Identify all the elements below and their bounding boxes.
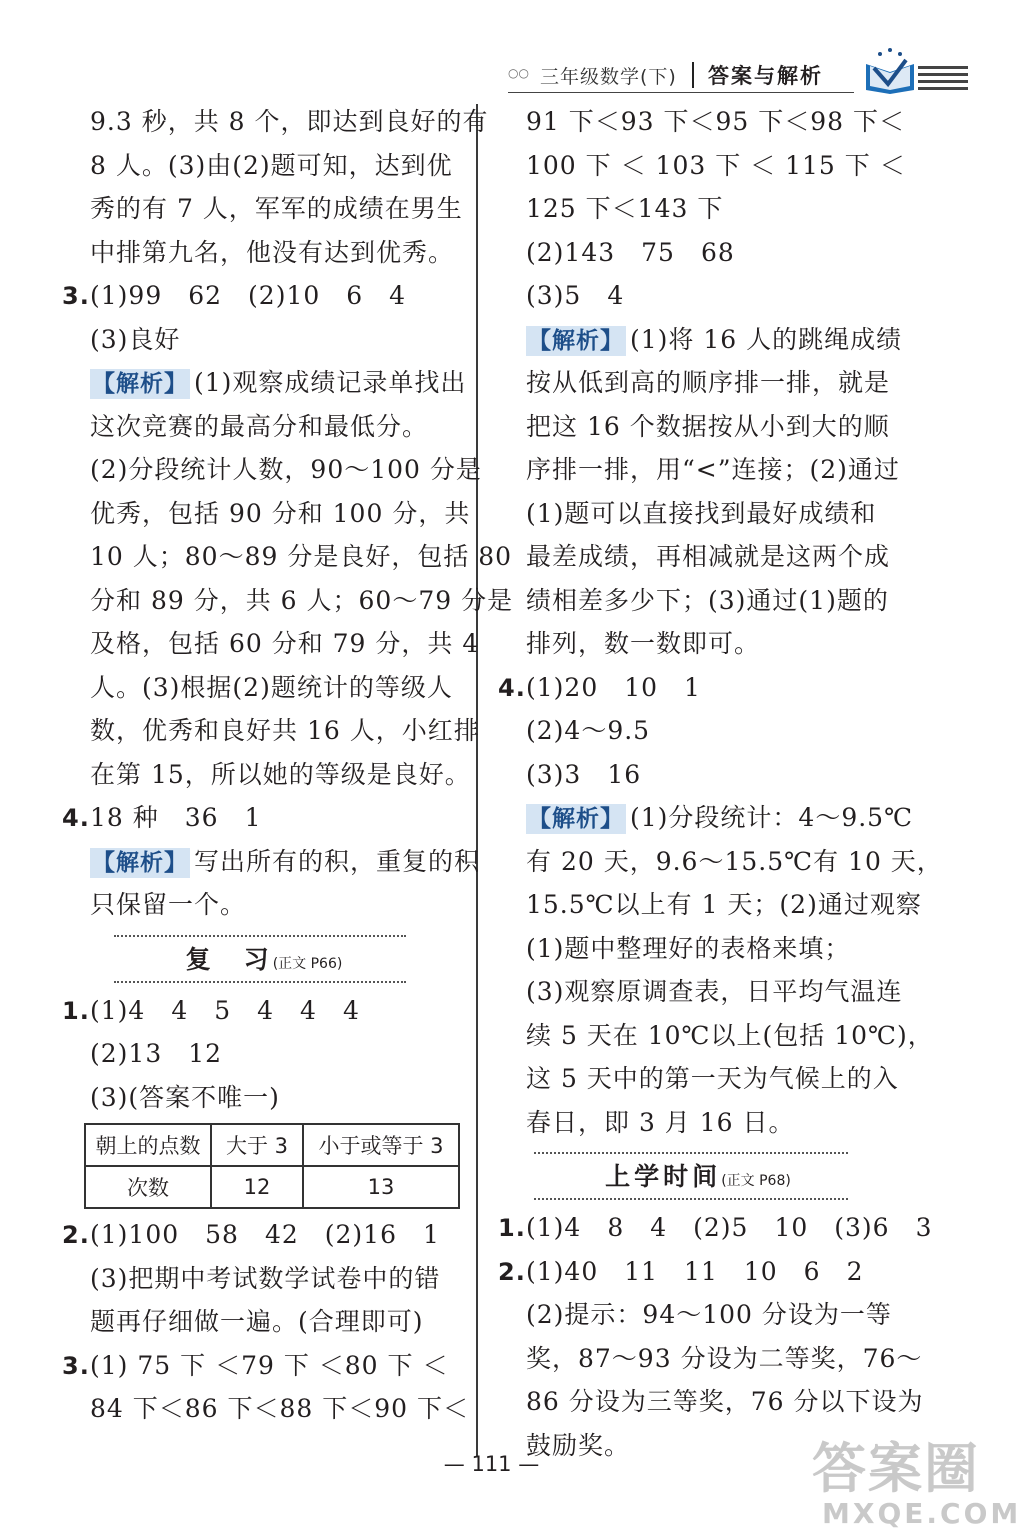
text-line: (3)5 4: [526, 281, 625, 310]
text-line: 这次竞赛的最高分和最低分。: [90, 411, 429, 441]
text-line: (3)把期中考试数学试卷中的错: [90, 1263, 441, 1293]
text-line: 题再仔细做一遍。(合理即可): [90, 1307, 424, 1336]
answer-text: (1)100 58 42 (2)16 1: [90, 1220, 440, 1249]
answer-2: [62, 1213, 466, 1257]
text-line: 分和 89 分，共 6 人；60～79 分是: [90, 585, 514, 615]
dotted-rule: [534, 1152, 848, 1154]
analysis-line: [62, 361, 466, 405]
question-number: 1.: [62, 996, 90, 1025]
text-line: (1)题可以直接找到最好成绩和: [526, 498, 877, 528]
text-line: 有 20 天，9.6～15.5℃有 10 天，: [526, 846, 943, 876]
text-line: 序排一排，用“<”连接；(2)通过: [526, 455, 900, 484]
watermark-url: MXQE.COM: [822, 1497, 1021, 1530]
answer-4: [498, 666, 898, 710]
section-title-text: 上学时间: [605, 1162, 722, 1191]
text-line: (2)分段统计人数，90～100 分是: [90, 455, 482, 484]
table-cell: 次数: [85, 1166, 211, 1208]
header-separator: [692, 62, 694, 88]
text-line: 数，优秀和良好共 16 人，小红排: [90, 716, 480, 745]
analysis-text: 写出所有的积，重复的积: [194, 846, 481, 876]
answer-3: [62, 274, 466, 318]
analysis-label: 【解析】: [92, 849, 188, 876]
table-header-cell: 大于 3: [211, 1124, 303, 1166]
text-line: 绩相差多少下；(3)通过(1)题的: [526, 585, 889, 615]
section-school-time: [498, 1144, 898, 1206]
answer-text: (1)4 8 4 (2)5 10 (3)6 3: [526, 1213, 933, 1242]
question-number: 4.: [62, 804, 90, 832]
text-line: 秀的有 7 人，军军的成绩在男生: [90, 194, 463, 223]
analysis-line: [498, 796, 914, 840]
text-line: 10 人；80～89 分是良好，包括 80: [90, 542, 513, 571]
text-line: 及格，包括 60 分和 79 分，共 4: [90, 629, 480, 658]
text-line: 8 人。(3)由(2)题可知，达到优: [90, 150, 453, 180]
analysis-label: 【解析】: [528, 327, 624, 354]
question-number: 3.: [62, 282, 90, 310]
text-line: (3)(答案不唯一): [90, 1082, 280, 1112]
text-line: 最差成绩，再相减就是这两个成: [526, 542, 891, 571]
answer-1: [62, 989, 466, 1033]
dotted-rule: [114, 981, 406, 983]
text-line: 86 分设为三等奖，76 分以下设为: [526, 1387, 924, 1416]
question-number: 4.: [498, 673, 526, 702]
answer-text: (1)99 62 (2)10 6 4: [90, 281, 407, 310]
answer-text: (1) 75 下 ＜79 下 ＜80 下 ＜: [90, 1350, 449, 1380]
page-number: — 111 —: [443, 1452, 540, 1476]
dice-table: [84, 1123, 460, 1209]
dotted-rule: [534, 1198, 848, 1200]
watermark: [812, 1437, 1021, 1530]
answer-text: (1)40 11 11 10 6 2: [526, 1256, 864, 1286]
section-ref: (正文 P66): [272, 955, 343, 972]
text-line: 把这 16 个数据按从小到大的顺: [526, 411, 890, 441]
text-line: 排列，数一数即可。: [526, 629, 761, 658]
text-line: 鼓励奖。: [526, 1430, 631, 1460]
text-line: 按从低到高的顺序排一排，就是: [526, 368, 891, 397]
question-number: 2.: [62, 1221, 90, 1249]
answer-text: (1)4 4 5 4 4 4: [90, 995, 360, 1025]
text-line: (3)观察原调查表，日平均气温连: [526, 977, 903, 1006]
analysis-text: (1)分段统计：4～9.5℃: [630, 803, 914, 832]
text-line: 91 下＜93 下＜95 下＜98 下＜: [526, 107, 906, 136]
text-line: 春日，即 3 月 16 日。: [526, 1107, 795, 1137]
text-line: 优秀，包括 90 分和 100 分，共: [90, 498, 471, 528]
text-line: 这 5 天中的第一天为气候上的入: [526, 1064, 899, 1093]
dotted-rule: [114, 935, 406, 937]
section-review: [62, 927, 466, 989]
column-divider: [476, 104, 478, 1456]
analysis-line: [62, 840, 481, 884]
analysis-line: [498, 318, 903, 362]
section-ref: (正文 P68): [721, 1173, 791, 1189]
analysis-text: (1)将 16 人的跳绳成绩: [630, 324, 903, 354]
table-header-cell: 朝上的点数: [85, 1124, 211, 1166]
text-line: 100 下 ＜ 103 下 ＜ 115 下 ＜: [526, 150, 906, 180]
text-line: 在第 15，所以她的等级是良好。: [90, 759, 471, 789]
text-line: 续 5 天在 10℃以上(包括 10℃)，: [526, 1020, 934, 1050]
analysis-label: 【解析】: [528, 806, 624, 832]
right-column: [498, 100, 943, 1467]
analysis-text: (1)观察成绩记录单找出: [194, 368, 467, 397]
text-line: 中排第九名，他没有达到优秀。: [90, 237, 455, 267]
book-logo-icon: [860, 46, 920, 94]
text-line: 奖，87～93 分设为二等奖，76～: [526, 1343, 923, 1373]
section-title: [498, 1157, 898, 1193]
text-line: (2)提示：94～100 分设为一等: [526, 1300, 892, 1329]
answer-1: [498, 1206, 933, 1250]
text-line: 9.3 秒，共 8 个，即达到良好的有: [90, 107, 489, 136]
table-row: [85, 1124, 459, 1166]
text-line: (1)题中整理好的表格来填；: [526, 933, 851, 963]
page-header: [508, 58, 978, 94]
answer-2: [498, 1250, 898, 1294]
text-line: (2)13 12: [90, 1039, 223, 1068]
table-cell: 12: [211, 1166, 303, 1208]
header-title: 答案与解析: [708, 64, 823, 88]
header-subject: 三年级数学(下): [540, 66, 677, 88]
analysis-label: 【解析】: [92, 371, 188, 397]
header-stripes: [918, 66, 968, 92]
table-row: [85, 1166, 459, 1208]
answer-text: 18 种 36 1: [90, 803, 262, 832]
text-line: 人。(3)根据(2)题统计的等级人: [90, 672, 453, 702]
question-number: 3.: [62, 1351, 90, 1380]
section-title: [62, 940, 466, 976]
table-header-cell: 小于或等于 3: [303, 1124, 459, 1166]
text-line: (2)143 75 68: [526, 237, 735, 267]
watermark-logo-text: 答案圈: [812, 1437, 980, 1500]
question-number: 2.: [498, 1257, 526, 1286]
text-line: (2)4～9.5: [526, 716, 651, 745]
text-line: 125 下＜143 下: [526, 194, 724, 223]
section-title-text: 复 习: [185, 944, 273, 974]
table-cell: 13: [303, 1166, 459, 1208]
text-line: 84 下＜86 下＜88 下＜90 下＜: [90, 1394, 470, 1423]
text-line: (3)良好: [90, 324, 181, 354]
answer-text: (1)20 10 1: [526, 672, 701, 702]
text-line: 15.5℃以上有 1 天；(2)通过观察: [526, 890, 922, 919]
text-line: (3)3 16: [526, 759, 642, 789]
question-number: 1.: [498, 1214, 526, 1242]
answer-3b: [62, 1344, 466, 1388]
text-line: 只保留一个。: [90, 890, 247, 919]
header-rule: [508, 92, 854, 93]
left-column: [62, 100, 514, 1431]
dots-ornament-icon: ○○: [508, 66, 529, 80]
answer-4: [62, 796, 466, 840]
